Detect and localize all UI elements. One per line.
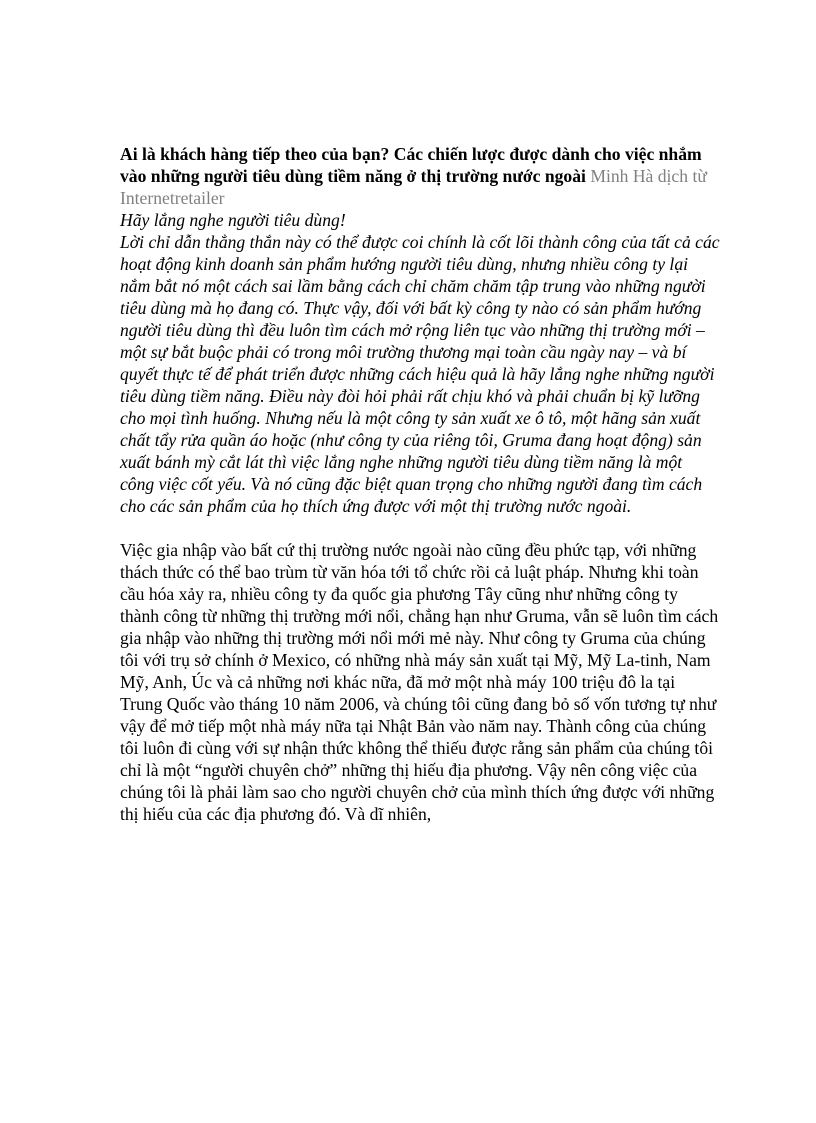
- article-subtitle: Hãy lắng nghe người tiêu dùng!: [120, 210, 346, 230]
- document-page: [120, 143, 720, 825]
- article-intro: Lời chỉ dẫn thẳng thắn này có thể được coi chính là cốt lõi thành công của tất cả các hoạt động kinh doanh sản phẩm hướng người tiêu dùng, nhưng nhiều công ty lại nắm bắt nó một cách sai lầm bằng cách chỉ chăm chăm tập trung vào những người tiêu dùng mà họ đang có. Thực vậy, đối với bất kỳ công ty nào có sản phẩm hướng người tiêu dùng thì đều luôn tìm cách mở rộng liên tục vào những thị trường mới – một sự bắt buộc phải có trong môi trường thương mại toàn cầu ngày nay – và bí quyết thực tế để phát triển được những cách hiệu quả là hãy lắng nghe những người tiêu dùng tiềm năng. Điều này đòi hỏi phải rất chịu khó và phải chuẩn bị kỹ lưỡng cho mọi tình huống. Nhưng nếu là một công ty sản xuất xe ô tô, một hãng sản xuất chất tẩy rửa quần áo hoặc (như công ty của riêng tôi, Gruma đang hoạt động) sản xuất bánh mỳ cắt lát thì việc lắng nghe những người tiêu dùng tiềm năng là một công việc cốt yếu. Và nó cũng đặc biệt quan trọng cho những người đang tìm cách cho các sản phẩm của họ thích ứng được với một thị trường nước ngoài.: [120, 232, 720, 516]
- article-byline: Minh Hà dịch từ Internetretailer: [120, 166, 707, 208]
- article-title: Ai là khách hàng tiếp theo của bạn? Các chiến lược được dành cho việc nhắm vào những người tiêu dùng tiềm năng ở thị trường nước ngoài: [120, 144, 702, 186]
- paragraph-spacer: [120, 517, 720, 539]
- article-heading: [120, 143, 720, 209]
- article-body: Việc gia nhập vào bất cứ thị trường nước ngoài nào cũng đều phức tạp, với những thách thức có thể bao trùm từ văn hóa tới tổ chức rồi cả luật pháp. Nhưng khi toàn cầu hóa xảy ra, nhiều công ty đa quốc gia phương Tây cũng như những công ty thành công từ những thị trường mới nổi, chẳng hạn như Gruma, vẫn sẽ luôn tìm cách gia nhập vào những thị trường mới nổi mới mẻ này. Như công ty Gruma của chúng tôi với trụ sở chính ở Mexico, có những nhà máy sản xuất tại Mỹ, Mỹ La-tinh, Nam Mỹ, Anh, Úc và cả những nơi khác nữa, đã mở một nhà máy 100 triệu đô la tại Trung Quốc vào tháng 10 năm 2006, và chúng tôi cũng đang bỏ số vốn tương tự như vậy để mở tiếp một nhà máy nữa tại Nhật Bản vào năm nay. Thành công của chúng tôi luôn đi cùng với sự nhận thức không thể thiếu được rằng sản phẩm của chúng tôi chỉ là một “người chuyên chở” những thị hiếu địa phương. Vậy nên công việc của chúng tôi là phải làm sao cho người chuyên chở của mình thích ứng được với những thị hiếu của các địa phương đó. Và dĩ nhiên,: [120, 540, 719, 824]
